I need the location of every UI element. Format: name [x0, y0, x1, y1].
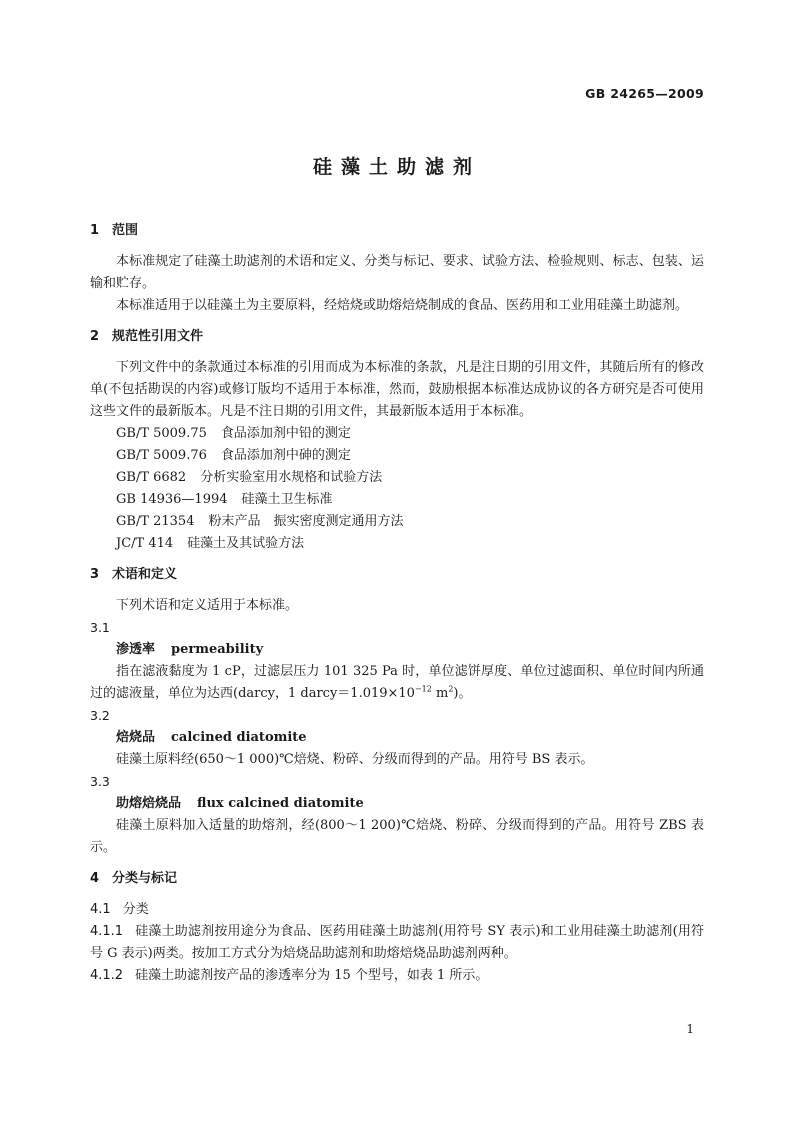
clause-text: 硅藻土助滤剂按产品的渗透率分为 15 个型号，如表 1 所示。 — [135, 968, 489, 983]
paragraph: 本标准适用于以硅藻土为主要原料，经焙烧或助熔焙烧制成的食品、医药用和工业用硅藻土助滤剂。 — [116, 298, 689, 313]
reference-title: 分析实验室用水规格和试验方法 — [200, 470, 383, 485]
term-definition: 指在滤液黏度为 1 cP，过滤层压力 101 325 Pa 时，单位滤饼厚度、单位过滤面积、单位时间内所通过的滤液量，单位为达西(darcy，1 $darcy=1.019\times 10^{-12}$ $m^2$)。 — [90, 664, 704, 701]
reference-code: GB/T 5009.76 — [116, 448, 207, 463]
clause-number: 3.2 — [90, 708, 110, 723]
paragraph: 下列文件中的条款通过本标准的引用而成为本标准的条款，凡是注日期的引用文件，其随后所有的修改单(不包括勘误的内容)或修订版均不适用于本标准，然而，鼓励根据本标准达成协议的各方研究是否可使用这些文件的最新版本。凡是不注日期的引用文件，其最新版本适用于本标准。 — [90, 360, 704, 419]
section-number: 1 — [90, 223, 100, 238]
document-body — [90, 220, 704, 987]
reference-title: 粉末产品 振实密度测定通用方法 — [208, 514, 404, 529]
section-heading-normative-references — [90, 326, 704, 348]
reference-code: GB 14936—1994 — [116, 492, 228, 507]
reference-item — [90, 445, 704, 467]
reference-item — [90, 467, 704, 489]
section-heading-classification — [90, 868, 704, 890]
reference-item — [90, 533, 704, 555]
clause-number: 4.1.1 — [90, 924, 124, 939]
reference-item — [90, 511, 704, 533]
subclause-paragraph — [90, 921, 704, 965]
reference-title: 硅藻土卫生标准 — [241, 492, 333, 507]
reference-title: 食品添加剂中砷的测定 — [220, 448, 351, 463]
section-heading-scope — [90, 220, 704, 242]
term-entry — [90, 639, 704, 661]
section-number: 4 — [90, 871, 100, 886]
term-chinese: 焙烧品 — [116, 730, 156, 745]
section-title: 分类与标记 — [112, 871, 178, 886]
clause-number: 3.1 — [90, 620, 110, 635]
term-definition: 硅藻土原料加入适量的助熔剂，经(800～1 200)℃焙烧、粉碎、分级而得到的产品。用符号 ZBS 表示。 — [90, 818, 704, 855]
subclause-heading — [90, 899, 704, 921]
reference-code: GB/T 21354 — [116, 514, 195, 529]
document-title: 硅藻土助滤剂 — [312, 156, 481, 178]
section-title: 范围 — [112, 223, 139, 238]
clause-number: 3.3 — [90, 774, 110, 789]
reference-code: GB/T 5009.75 — [116, 426, 207, 441]
term-english: flux calcined diatomite — [197, 796, 364, 811]
term-english: permeability — [171, 642, 264, 657]
subclause-paragraph — [90, 965, 704, 987]
term-definition: 硅藻土原料经(650～1 000)℃焙烧、粉碎、分级而得到的产品。用符号 BS 表示。 — [116, 752, 594, 767]
standard-number: GB 24265—2009 — [585, 86, 704, 101]
reference-item — [90, 423, 704, 445]
reference-title: 硅藻土及其试验方法 — [187, 536, 305, 551]
reference-title: 食品添加剂中铅的测定 — [220, 426, 351, 441]
clause-title: 分类 — [122, 902, 149, 917]
paragraph: 下列术语和定义适用于本标准。 — [116, 598, 299, 613]
clause-text: 硅藻土助滤剂按用途分为食品、医药用硅藻土助滤剂(用符号 SY 表示)和工业用硅藻土助滤剂(用符号 G 表示)两类。按加工方式分为焙烧品助滤剂和助熔焙烧品助滤剂两种。 — [90, 924, 704, 961]
paragraph: 本标准规定了硅藻土助滤剂的术语和定义、分类与标记、要求、试验方法、检验规则、标志、包装、运输和贮存。 — [90, 254, 704, 291]
reference-code: GB/T 6682 — [116, 470, 187, 485]
term-english: calcined diatomite — [171, 730, 307, 745]
section-heading-terms-definitions — [90, 564, 704, 586]
section-number: 2 — [90, 329, 100, 344]
term-chinese: 渗透率 — [116, 642, 156, 657]
clause-number: 4.1 — [90, 902, 111, 917]
term-entry — [90, 793, 704, 815]
reference-item — [90, 489, 704, 511]
section-title: 规范性引用文件 — [112, 329, 204, 344]
section-number: 3 — [90, 567, 100, 582]
term-entry — [90, 727, 704, 749]
section-title: 术语和定义 — [112, 567, 178, 582]
clause-number: 4.1.2 — [90, 968, 124, 983]
reference-code: JC/T 414 — [116, 536, 174, 551]
page-number: 1 — [686, 1022, 694, 1036]
term-chinese: 助熔焙烧品 — [116, 796, 182, 811]
